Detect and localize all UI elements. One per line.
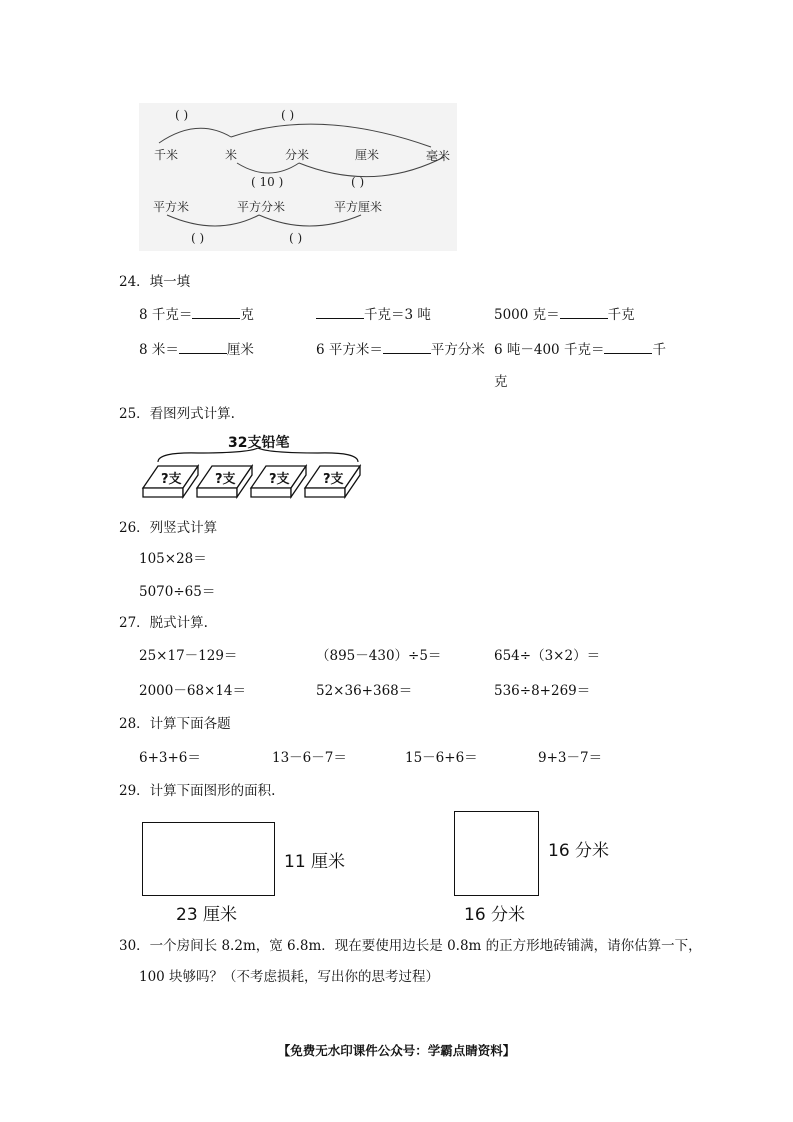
mid-bracket-1: ( 10 ) xyxy=(251,175,284,189)
rect-width-label: 23 厘米 xyxy=(176,905,238,925)
unit-sq-cm: 平方厘米 xyxy=(334,200,383,214)
square-side-label-right: 16 分米 xyxy=(548,841,610,861)
q24-item-6-pre: 6 吨－400 千克＝ xyxy=(494,342,605,358)
q28-item-4: 9+3－7＝ xyxy=(538,750,603,766)
top-bracket-2: ( ) xyxy=(281,108,295,122)
q24-item-1 xyxy=(139,303,254,323)
q24-item-3-post: 千克 xyxy=(607,307,635,323)
q24-item-2 xyxy=(316,303,431,323)
q25-title: 25．看图列式计算. xyxy=(119,406,235,422)
box-label-3: ?支 xyxy=(269,472,290,487)
q26-item-1: 105×28＝ xyxy=(139,551,207,567)
unit-cm: 厘米 xyxy=(355,148,380,162)
unit-sq-dm: 平方分米 xyxy=(237,200,286,214)
footer-promo: 【免费无水印课件公众号：学霸点睛资料】 xyxy=(277,1043,516,1058)
answer-blank[interactable] xyxy=(560,306,608,319)
answer-blank[interactable] xyxy=(383,341,431,354)
square-figure xyxy=(454,811,539,896)
q24-item-6-wrap: 克 xyxy=(494,374,508,390)
q30-line-1: 30．一个房间长 8.2m，宽 6.8m．现在要使用边长是 0.8m 的正方形地砖铺满，请你估算一下， xyxy=(119,938,702,954)
q28-title: 28．计算下面各题 xyxy=(119,716,231,732)
q27-item-1: 25×17－129＝ xyxy=(139,648,238,664)
q24-item-2-post: 千克＝3 吨 xyxy=(364,307,431,323)
answer-blank[interactable] xyxy=(179,341,227,354)
q24-item-3 xyxy=(494,303,635,323)
q29-title: 29．计算下面图形的面积. xyxy=(119,783,276,799)
q24-item-6-post: 千 xyxy=(652,342,666,358)
q24-item-1-pre: 8 千克＝ xyxy=(139,307,193,323)
box-label-1: ?支 xyxy=(161,472,182,487)
q28-item-1: 6+3+6＝ xyxy=(139,750,201,766)
answer-blank[interactable] xyxy=(192,306,240,319)
q27-item-3: 654÷（3×2）＝ xyxy=(494,648,601,664)
q24-item-4-post: 厘米 xyxy=(226,342,254,358)
q28-item-2: 13－6－7＝ xyxy=(272,750,347,766)
bottom-bracket-2: ( ) xyxy=(289,231,303,245)
unit-mm: 毫米 xyxy=(426,149,451,163)
q26-title: 26．列竖式计算 xyxy=(119,520,218,536)
q24-title: 24．填一填 xyxy=(119,274,191,290)
rect-height-label: 11 厘米 xyxy=(284,852,346,872)
q24-item-5-pre: 6 平方米＝ xyxy=(316,342,383,358)
bottom-bracket-1: ( ) xyxy=(191,231,205,245)
q28-item-3: 15－6+6＝ xyxy=(405,750,478,766)
q24-item-5-post: 平方分米 xyxy=(430,342,485,358)
q24-item-6 xyxy=(494,338,666,358)
q27-item-6: 536÷8+269＝ xyxy=(494,683,591,699)
rectangle-figure xyxy=(142,822,275,896)
q27-title: 27．脱式计算. xyxy=(119,615,208,631)
answer-blank[interactable] xyxy=(316,306,364,319)
pencil-total-label: 32支铅笔 xyxy=(228,435,290,451)
q24-item-1-post: 克 xyxy=(240,307,254,323)
box-label-2: ?支 xyxy=(215,472,236,487)
q24-item-4 xyxy=(139,338,254,358)
box-label-4: ?支 xyxy=(323,472,344,487)
q26-item-2: 5070÷65＝ xyxy=(139,584,216,600)
unit-conversion-figure xyxy=(139,103,457,251)
unit-arcs xyxy=(139,103,457,251)
q27-item-4: 2000－68×14＝ xyxy=(139,683,247,699)
q24-item-3-pre: 5000 克＝ xyxy=(494,307,560,323)
q30-line-2: 100 块够吗？（不考虑损耗，写出你的思考过程） xyxy=(139,969,440,985)
unit-m: 米 xyxy=(225,148,238,162)
q27-item-2: （895－430）÷5＝ xyxy=(316,648,442,664)
mid-bracket-2: ( ) xyxy=(351,175,365,189)
unit-dm: 分米 xyxy=(285,148,310,162)
q27-item-5: 52×36+368＝ xyxy=(316,683,413,699)
top-bracket-1: ( ) xyxy=(175,108,189,122)
answer-blank[interactable] xyxy=(604,341,652,354)
unit-sq-m: 平方米 xyxy=(153,200,190,214)
q24-item-4-pre: 8 米＝ xyxy=(139,342,179,358)
q24-item-5 xyxy=(316,338,485,358)
unit-km: 千米 xyxy=(154,148,179,162)
square-side-label-bottom: 16 分米 xyxy=(464,905,526,925)
